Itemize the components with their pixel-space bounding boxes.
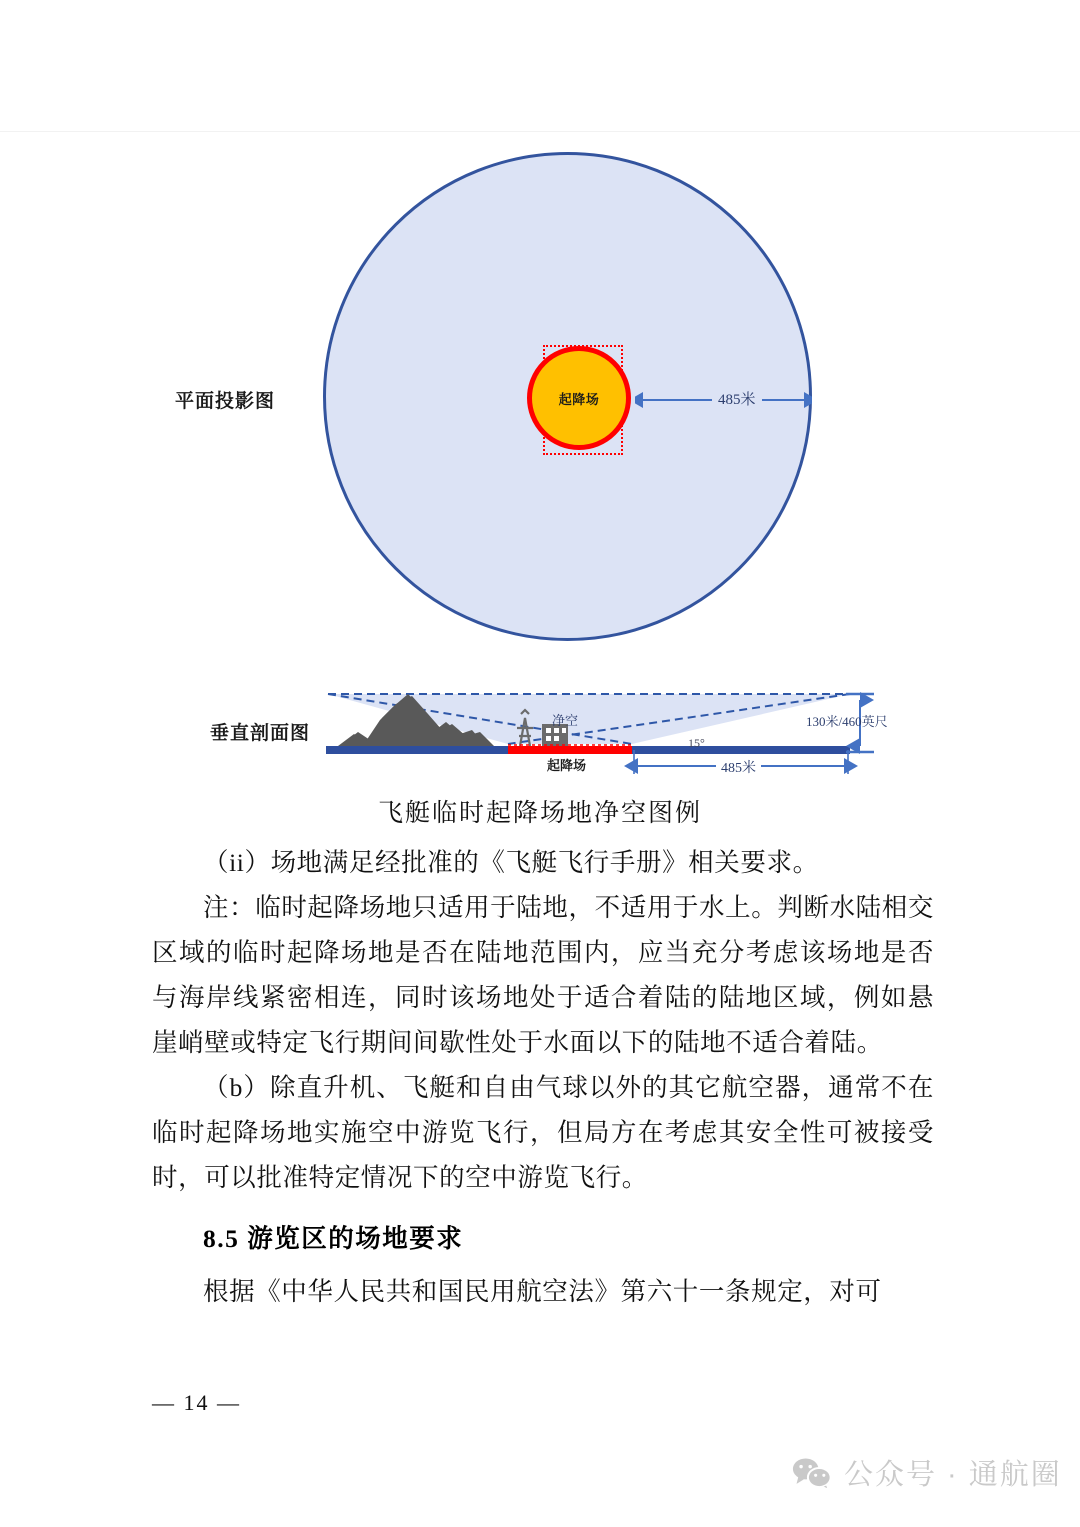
plan-view-pad-label: 起降场 [558, 391, 600, 407]
plan-view-label: 平面投影图 [175, 391, 276, 412]
section-view-height-label: 130米/460英尺 [806, 714, 888, 729]
section-view-height-dimension [840, 690, 890, 770]
plan-view-radius-label: 485米 [712, 388, 762, 409]
section-view-clear-area-label: 净空 [552, 713, 579, 728]
section-view-drawing [320, 688, 860, 788]
body-text-block [152, 840, 934, 1314]
section-heading-8-5: 8.5 游览区的场地要求 [203, 1224, 464, 1253]
paragraph-b: （b）除直升机、飞艇和自由气球以外的其它航空器，通常不在临时起降场地实施空中游览飞行，但局方在考虑其安全性可被接受时，可以批准特定情况下的空中游览飞行。 [152, 1073, 934, 1192]
paragraph-note: 注：临时起降场地只适用于陆地，不适用于水上。判断水陆相交区域的临时起降场地是否在陆地范围内，应当充分考虑该场地是否与海岸线紧密相连，同时该场地处于适合着陆的陆地区域，例如悬崖峭壁或特定飞行期间间歇性处于水面以下的陆地不适合着陆。 [152, 893, 934, 1057]
paragraph-after-heading: 根据《中华人民共和国民用航空法》第六十一条规定，对可 [203, 1277, 882, 1306]
section-view-distance-label: 485米 [716, 757, 761, 777]
section-view-pad-label: 起降场 [547, 758, 587, 773]
watermark-text: 公众号 · 通航圈 [844, 1459, 1062, 1491]
wechat-watermark [792, 1452, 1062, 1493]
paragraph-ii: （ii）场地满足经批准的《飞艇飞行手册》相关要求。 [203, 848, 819, 877]
section-view-label: 垂直剖面图 [210, 723, 311, 744]
page-number: — 14 — [152, 1390, 241, 1415]
plan-view-landing-pad [527, 346, 631, 450]
section-view-angle-label: 15° [688, 736, 705, 750]
wechat-icon [792, 1456, 832, 1490]
figure-caption: 飞艇临时起降场地净空图例 [377, 800, 702, 827]
